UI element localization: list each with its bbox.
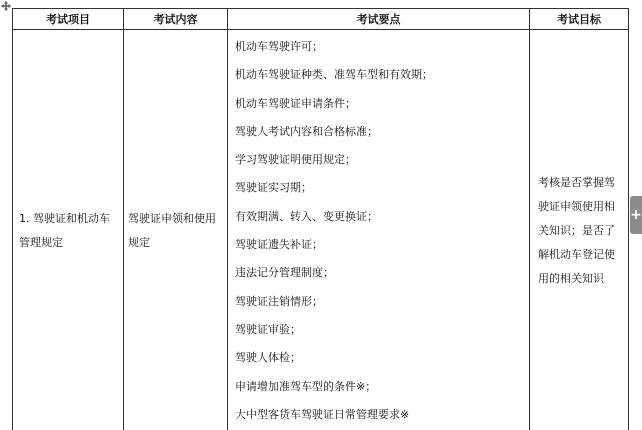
list-item: 有效期满、转入、变更换证； bbox=[235, 209, 378, 223]
cell-target bbox=[530, 30, 629, 430]
list-item: 驾驶证遗失补证； bbox=[235, 238, 323, 252]
list-item: 违法记分管理制度； bbox=[235, 266, 334, 280]
target-text: 考核是否掌握驾驶证申领使用相关知识；是否了解机动车登记使用的相关知识 bbox=[538, 176, 615, 286]
list-item: 机动车驾驶许可； bbox=[235, 40, 323, 53]
exam-table bbox=[12, 8, 629, 430]
header-points: 考试要点 bbox=[228, 9, 530, 30]
list-item: 机动车驾驶证种类、准驾车型和有效期； bbox=[235, 68, 433, 82]
content-text: 驾驶证申领和使用规定 bbox=[128, 212, 216, 250]
list-item: 驾驶证注销情形； bbox=[235, 294, 323, 308]
header-content: 考试内容 bbox=[124, 9, 228, 30]
points-list bbox=[228, 30, 529, 430]
list-item: 驾驶证实习期； bbox=[235, 181, 312, 195]
expand-side-tab[interactable] bbox=[630, 196, 642, 234]
list-item: 驾驶证审验； bbox=[235, 322, 301, 336]
list-item: 申请增加准驾车型的条件※； bbox=[235, 379, 377, 393]
cell-project bbox=[13, 30, 124, 430]
move-handle-icon[interactable] bbox=[0, 0, 12, 12]
list-item: 大中型客货车驾驶证日常管理要求※ bbox=[235, 407, 410, 421]
project-text: 1. 驾驶证和机动车管理规定 bbox=[19, 212, 110, 250]
header-project: 考试项目 bbox=[13, 9, 124, 30]
list-item: 驾驶人考试内容和合格标准； bbox=[235, 124, 378, 138]
table-header-row bbox=[13, 9, 629, 30]
list-item: 驾驶人体检； bbox=[235, 351, 301, 365]
table-row bbox=[13, 30, 629, 430]
list-item: 机动车驾驶证申请条件； bbox=[235, 96, 356, 110]
plus-icon: + bbox=[630, 207, 642, 223]
cell-points bbox=[228, 30, 530, 430]
list-item: 学习驾驶证明使用规定； bbox=[235, 153, 356, 167]
header-target: 考试目标 bbox=[530, 9, 629, 30]
cell-content bbox=[124, 30, 228, 430]
